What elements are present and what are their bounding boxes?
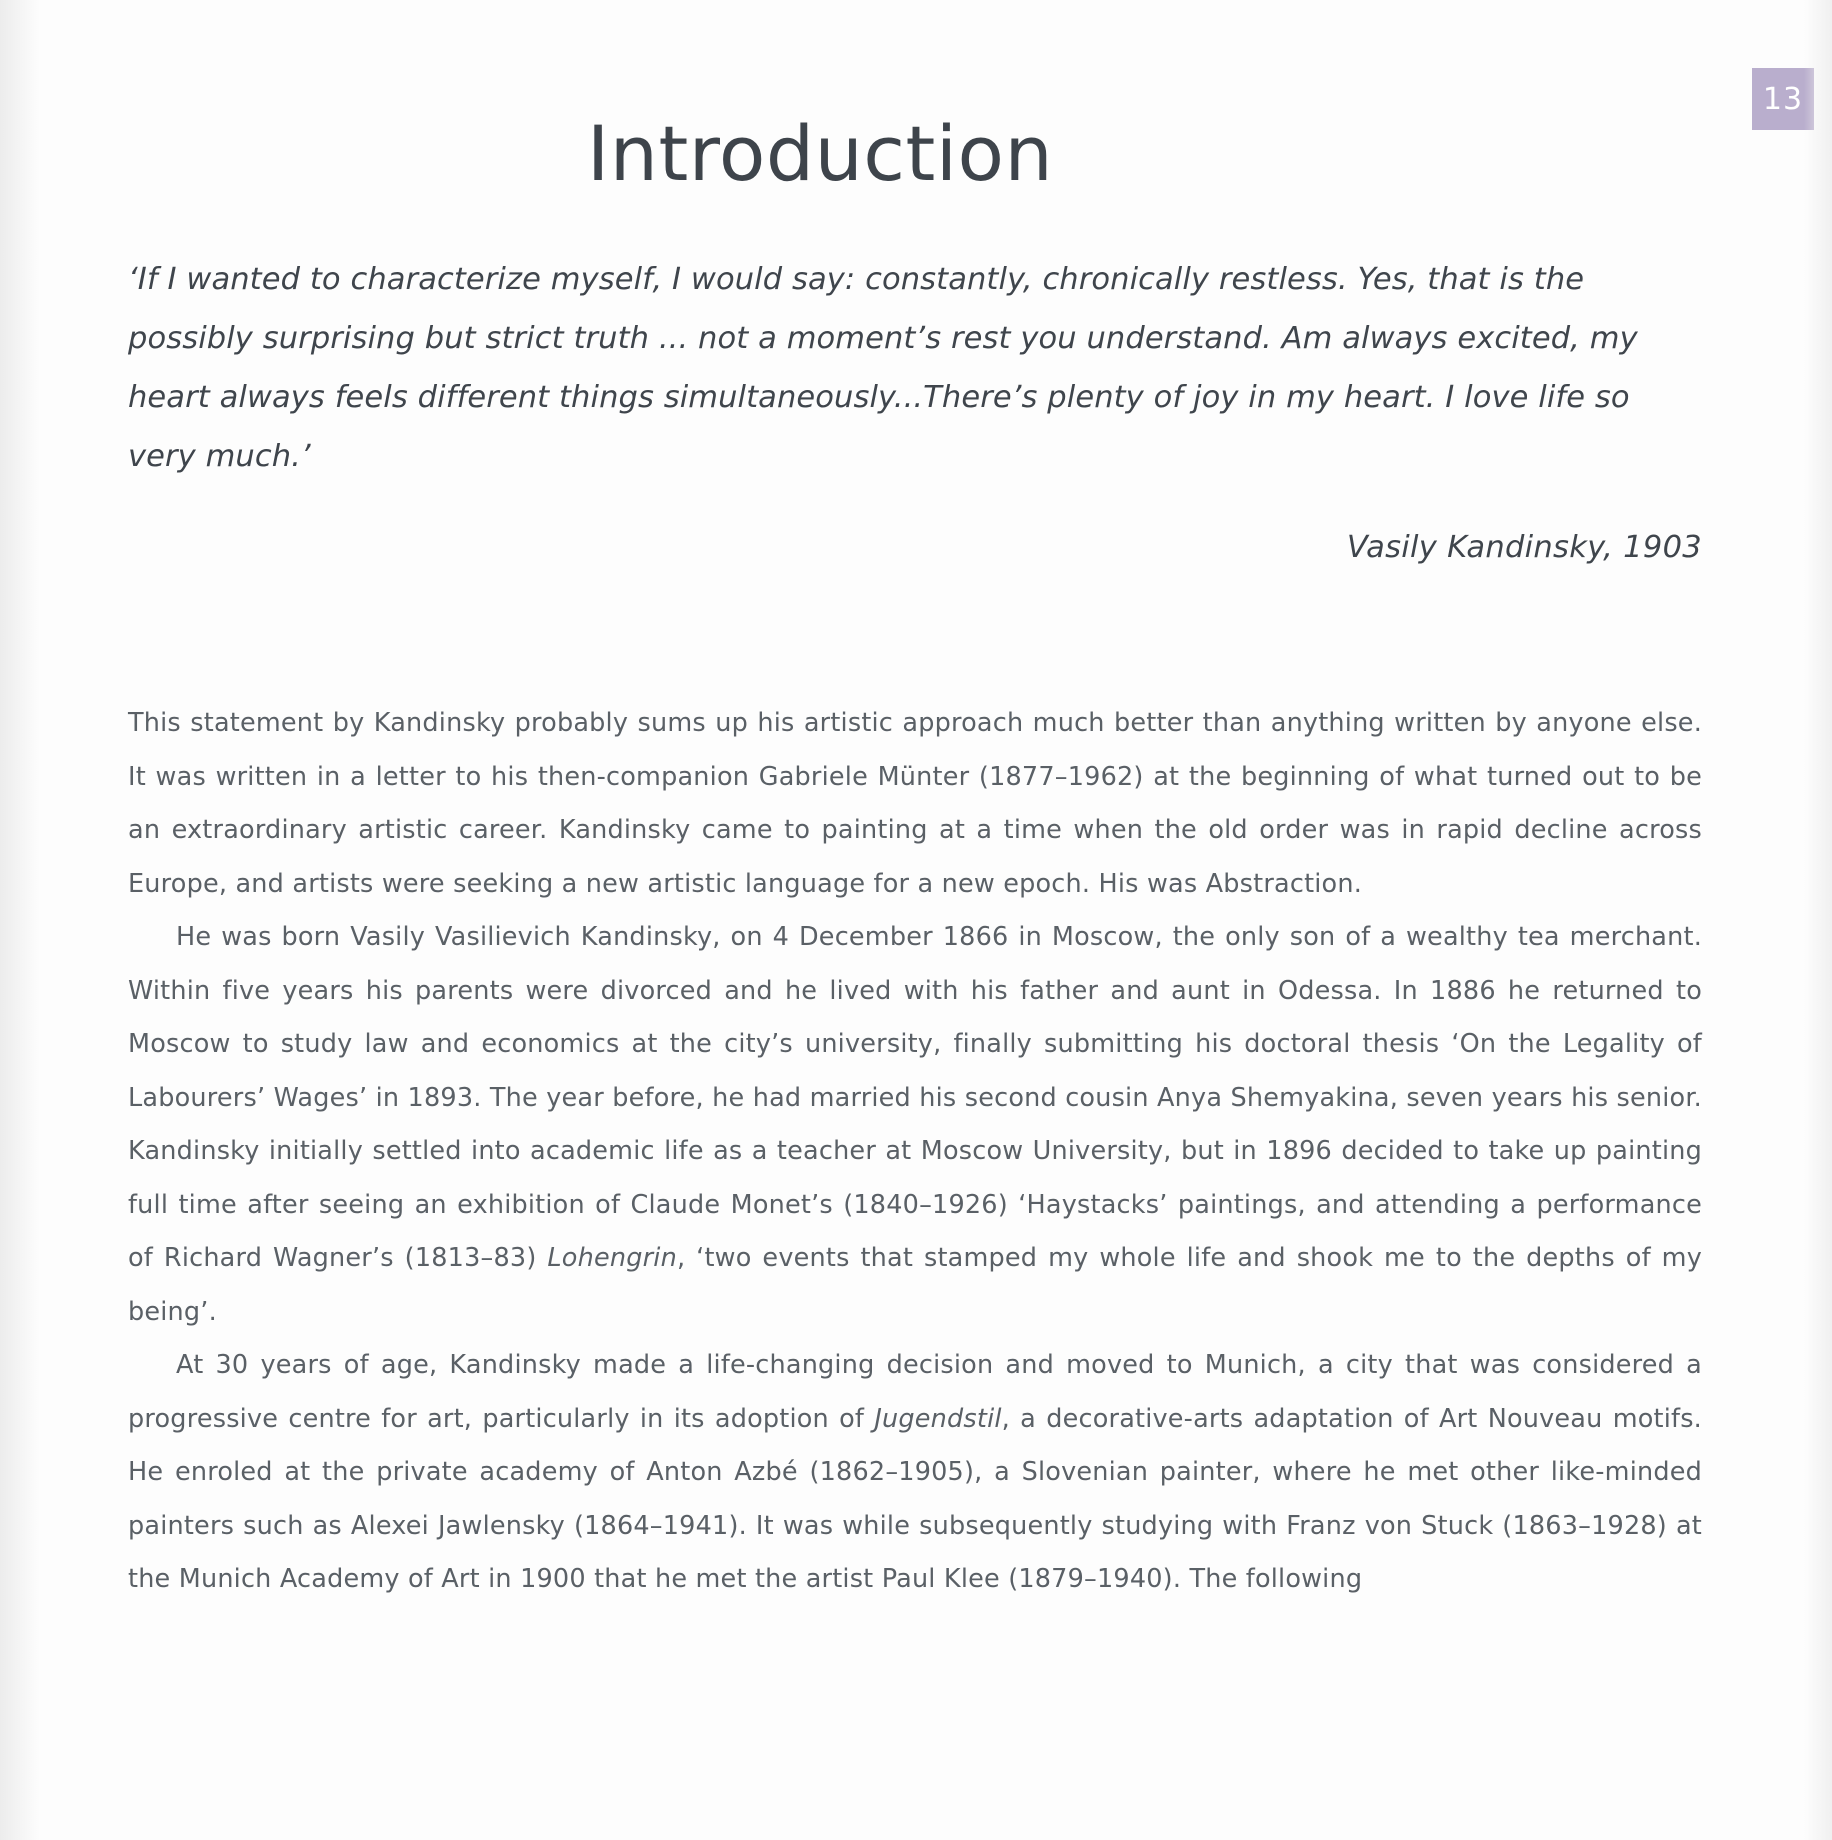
paragraph-2-text-a: He was born Vasily Vasilievich Kandinsky, on 4 December 1866 in Moscow, the only son of a wealthy tea merchant. Within five years his parents were divorced and he lived with his father and aunt in Odessa. In 1886 he returned to Moscow to study law and economics at the city’s university, finally submitting his doctoral thesis ‘On the Legality of Labourers’ Wages’ in 1893. The year before, he had married his second cousin Anya Shemyakina, seven years his senior. Kandinsky initially settled into academic life as a teacher at Moscow University, but in 1896 decided to take up painting full time after seeing an exhibition of Claude Monet’s (1840–1926) ‘Haystacks’ paintings, and attending a performance of Richard Wagner’s (1813–83) (128, 922, 1702, 1273)
paragraph-2 (128, 911, 1702, 1339)
epigraph-attribution: Vasily Kandinsky, 1903 (1346, 530, 1702, 565)
paragraph-3-italic-term: Jugendstil (874, 1403, 1002, 1434)
paragraph-3 (128, 1339, 1702, 1607)
paragraph-3-text-b: , a decorative-arts adaptation of Art Nouveau motifs. He enroled at the private academy of Anton Azbé (1862–1905), a Slovenian painter, where he met other like-minded painters such as Alexei Jawlensky (1864–1941). It was while subsequently studying with Franz von Stuck (1863–1928) at the Munich Academy of Art in 1900 that he met the artist Paul Klee (1879–1940). The following (128, 1403, 1702, 1594)
epigraph-quote: ‘If I wanted to characterize myself, I would say: constantly, chronically restless. Yes, that is the possibly surprising but strict truth ... not a moment’s rest you understand. Am always excited, my heart always feels different things simultaneously...There’s plenty of joy in my heart. I love life so very much.’ (128, 262, 1638, 474)
body-text (128, 697, 1702, 1607)
paragraph-2-italic-title: Lohengrin (547, 1243, 677, 1273)
page-title: Introduction (586, 108, 1054, 198)
paragraph-2-text-b: , ‘two events that stamped my whole life and shook me to the depths of my being’. (128, 1243, 1702, 1327)
paragraph-3-text-a: At 30 years of age, Kandinsky made a life-changing decision and moved to Munich, a city that was considered a progressive centre for art, particularly in its adoption of (128, 1350, 1702, 1434)
paragraph-1: This statement by Kandinsky probably sums up his artistic approach much better than anything written by anyone else. It was written in a letter to his then-companion Gabriele Münter (1877–1962) at the beginning of what turned out to be an extraordinary artistic career. Kandinsky came to painting at a time when the old order was in rapid decline across Europe, and artists were seeking a new artistic language for a new epoch. His was Abstraction. (128, 708, 1702, 899)
page-number-badge: 13 (1752, 68, 1814, 130)
page-content (128, 250, 1702, 1607)
